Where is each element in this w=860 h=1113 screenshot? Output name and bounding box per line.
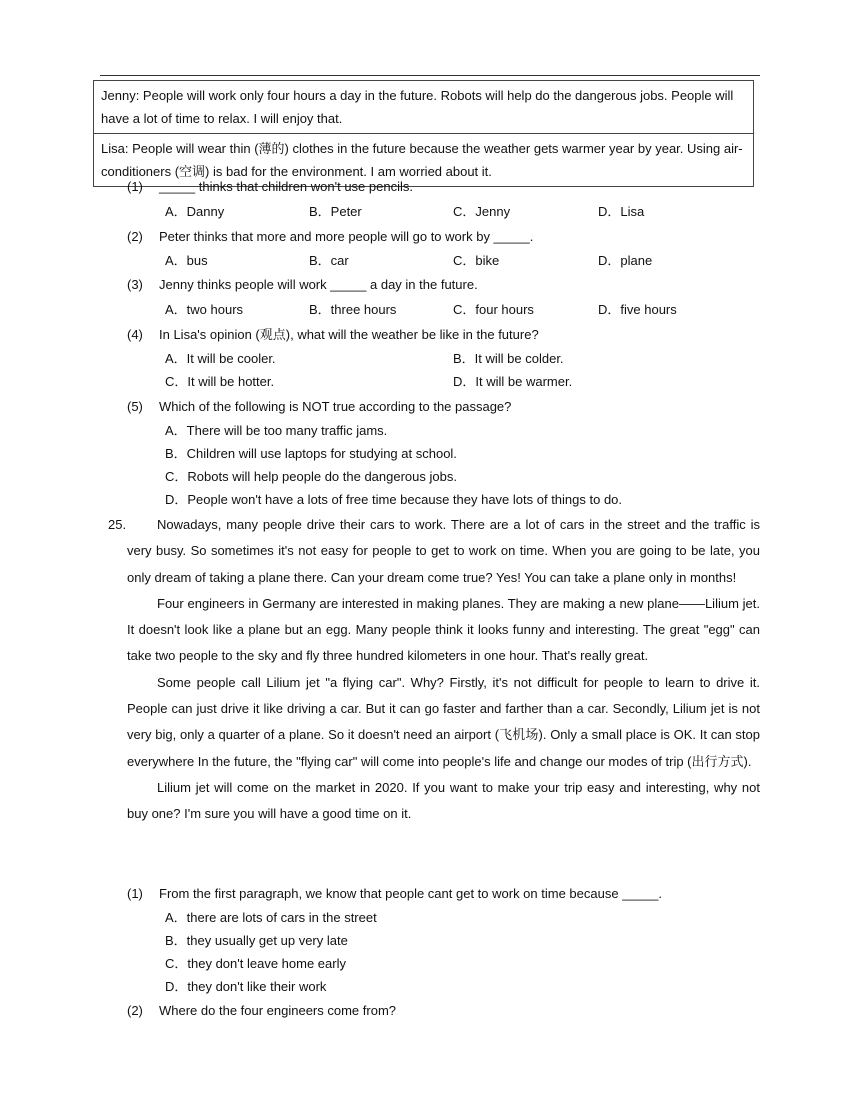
option-a: A．two hours — [165, 302, 244, 317]
option-a: A．bus — [165, 253, 208, 268]
question-text: Peter thinks that more and more people will go to work by _____. — [159, 229, 534, 244]
option-d: D．five hours — [598, 302, 677, 317]
question-number: (1) — [127, 886, 143, 901]
paragraph: Nowadays, many people drive their cars to work. There are a lot of cars in the street and the traffic is very busy. So sometimes it's not easy for people to get to work on time. When you are going to be late, you only dream of taking a plane there. Can your dream come true? Yes! You can take a plane only in months! — [127, 517, 760, 585]
option-b: B．Children will use laptops for studying at school. — [165, 446, 457, 461]
option-a: A．Danny — [165, 204, 225, 219]
option-c: C．Robots will help people do the dangerous jobs. — [165, 469, 457, 484]
option-d: D．plane — [598, 253, 653, 268]
question-number: (1) — [127, 179, 143, 194]
question-text: _____ thinks that children won't use pencils. — [159, 179, 413, 194]
question-text: From the first paragraph, we know that people cant get to work on time because _____. — [159, 886, 662, 901]
paragraph: Four engineers in Germany are interested in making planes. They are making a new plane——Lilium jet. It doesn't look like a plane but an egg. Many people think it looks funny and interesting. The great "egg" can take two people to the sky and fly three hundred kilometers in one hour. That's really great. — [127, 595, 760, 664]
question-text: Which of the following is NOT true according to the passage? — [159, 399, 512, 414]
option-c: C．Jenny — [453, 204, 511, 219]
option-a: A．there are lots of cars in the street — [165, 910, 377, 925]
table-row-lisa: Lisa: People will wear thin (薄的) clothes in the future because the weather gets warmer year by year. Using air-conditioners (空调) is bad for the environment. I am worried about it. — [94, 133, 753, 186]
question-text: Jenny thinks people will work _____ a day in the future. — [159, 277, 478, 292]
option-c: C．they don't leave home early — [165, 956, 346, 971]
question-text: Where do the four engineers come from? — [159, 1003, 397, 1018]
passage-25 — [127, 512, 760, 828]
question-number: (4) — [127, 327, 143, 342]
option-c: C．It will be hotter. — [165, 374, 275, 389]
option-a: A．It will be cooler. — [165, 351, 276, 366]
option-b: B．they usually get up very late — [165, 933, 348, 948]
option-a: A．There will be too many traffic jams. — [165, 423, 388, 438]
paragraph: Some people call Lilium jet "a flying car". Why? Firstly, it's not difficult for people to learn to drive it. People can just drive it like driving a car. But it can go faster and farther than a car. Secondly, Lilium jet is not very big, only a quarter of a plane. So it doesn't need an airport (飞机场). Only a small place is OK. It can stop everywhere In the future, the "flying car" will come into people's life and change our modes of trip (出行方式). — [127, 674, 760, 769]
option-c: C．four hours — [453, 302, 534, 317]
question-number: (2) — [127, 229, 143, 244]
table-row-jenny: Jenny: People will work only four hours a day in the future. Robots will help do the dangerous jobs. People will have a lot of time to relax. I will enjoy that. — [101, 88, 734, 126]
option-b: B．It will be colder. — [453, 351, 564, 366]
option-b: B．Peter — [309, 204, 362, 219]
option-d: D．Lisa — [598, 204, 645, 219]
paragraph: Lilium jet will come on the market in 2020. If you want to make your trip easy and interesting, why not buy one? I'm sure you will have a good time on it. — [127, 779, 760, 822]
option-c: C．bike — [453, 253, 500, 268]
passage-number: 25. — [108, 517, 127, 532]
question-number: (2) — [127, 1003, 143, 1018]
option-d: D．People won't have a lots of free time because they have lots of things to do. — [165, 492, 623, 507]
option-d: D．It will be warmer. — [453, 374, 573, 389]
option-b: B．car — [309, 253, 349, 268]
question-number: (3) — [127, 277, 143, 292]
opinion-table — [93, 80, 754, 187]
option-b: B．three hours — [309, 302, 397, 317]
question-text: In Lisa's opinion (观点), what will the weather be like in the future? — [159, 327, 539, 342]
question-number: (5) — [127, 399, 143, 414]
option-d: D．they don't like their work — [165, 979, 327, 994]
page-top-rule — [100, 75, 760, 76]
